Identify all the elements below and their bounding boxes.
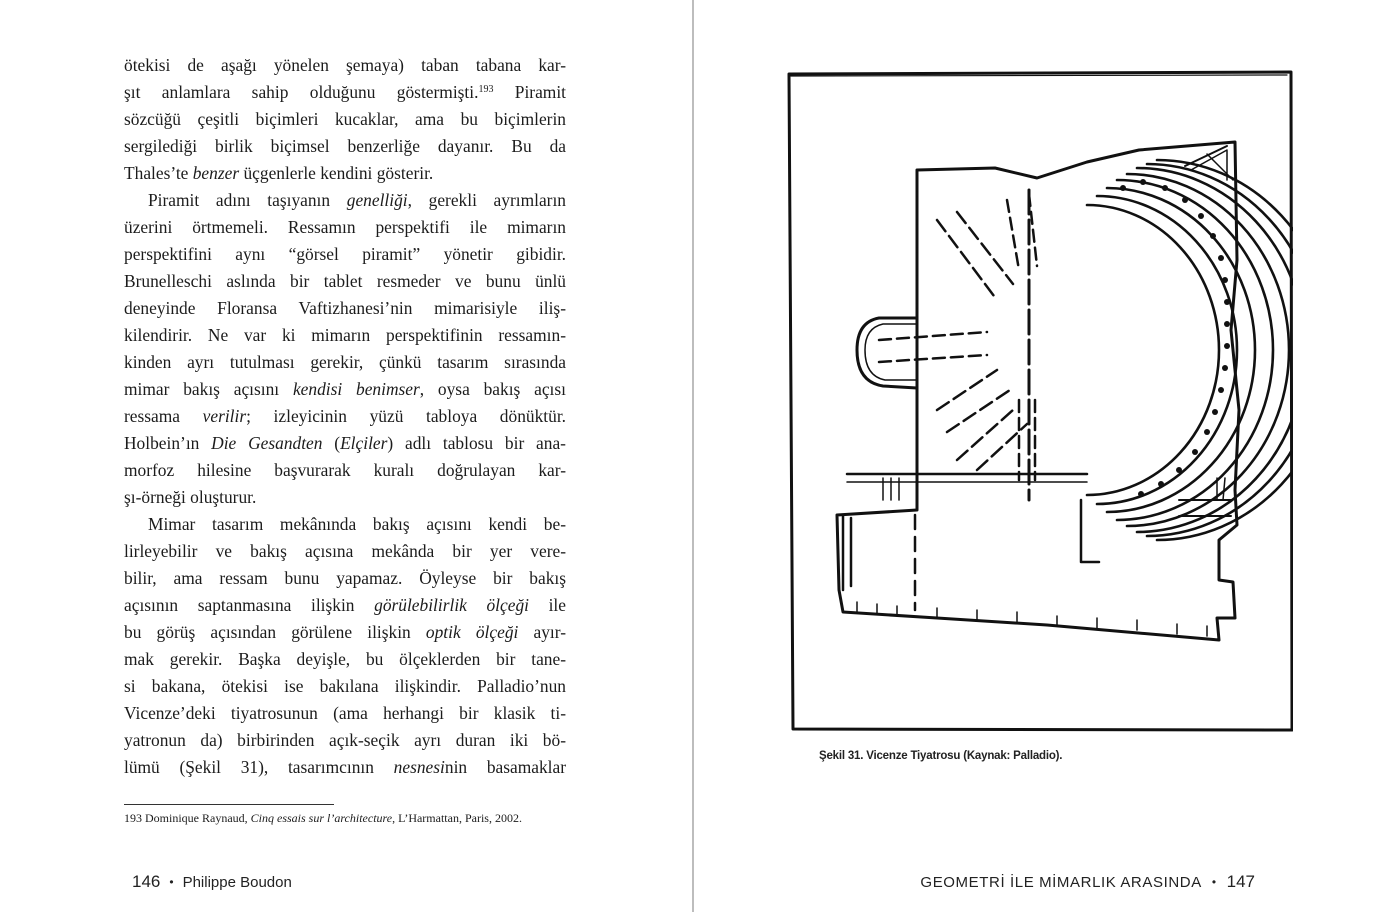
body-text [124,52,566,781]
text-line: deneyinde Floransa Vaftizhanesi’nin mimarisiyle iliş- [124,298,566,318]
text-line: kilendirir. Ne var ki mimarın perspektifinin ressamın- [124,325,566,345]
text-line: açısının saptanmasına ilişkin görülebilirlik ölçeği ile [124,595,566,615]
left-folio [132,872,292,892]
text-line: Piramit adını taşıyanın genelliği, gerekli ayrımların [148,190,566,210]
text-line: mimar bakış açısını kendisi benimser, oysa bakış açısı [124,379,566,399]
footnote-reference: 193 [478,84,494,95]
text-line: morfoz hilesine başvurarak kuralı doğrulayan kar- [124,460,566,480]
text-line: şıt anlamlara sahip olduğunu göstermişti.$^{193}$ Piramit [124,82,566,102]
italic-phrase: Cinq essais sur l’architecture [250,811,393,825]
text-line: sözcüğü çeşitli biçimleri kucaklar, ama bu biçimlerin [124,109,566,129]
text-line: lirleyebilir ve bakış açısına mekânda bir yer vere- [124,541,566,561]
italic-phrase: kendisi benimser [292,379,420,399]
italic-phrase: nesnesi [393,757,445,777]
page-number-right: 147 [1226,872,1255,891]
text-line: lümü (Şekil 31), tasarımcının nesnesinin basamaklar [124,757,567,777]
right-folio [920,872,1255,892]
text-line: Holbein’ın Die Gesandten (Elçiler) adlı tablosu bir ana- [124,433,566,453]
theatre-plan-figure [787,70,1293,732]
italic-phrase: verilir [202,406,247,426]
text-line: Mimar tasarım mekânında bakış açısını kendi be- [148,514,566,534]
text-line: sergilediği birlik biçimsel benzerliğe dayanır. Bu da [124,136,566,156]
italic-phrase: Elçiler [340,433,388,453]
italic-phrase: optik ölçeği [425,622,519,642]
page-number-left: 146 [132,872,161,891]
text-line: şı-örneği oluşturur. [124,487,257,507]
italic-phrase: Die Gesandten [211,433,323,453]
footnote: 193 Dominique Raynaud, Cinq essais sur l’architecture, L’Harmattan, Paris, 2002. [124,811,522,825]
italic-phrase: benzer [192,163,240,183]
text-line: ressama verilir; izleyicinin yüzü tabloya dönüktür. [124,406,566,426]
text-line: ötekisi de aşağı yönelen şemaya) taban tabana kar- [124,55,566,75]
text-line: si bakana, ötekisi ise bakılana ilişkindir. Palladio’nun [124,676,566,696]
text-line: perspektifini aynı “görsel piramit” yönetir gibidir. [124,244,566,264]
text-line: kinden ayrı tutulması gerekir, çünkü tasarım sırasında [124,352,566,372]
theatre-plan-drawing [787,70,1293,732]
text-line: üzerini örtmemeli. Ressamın perspektifi ile mimarın [124,217,566,237]
text-line: bu görüş açısından görülene ilişkin optik ölçeği ayır- [124,622,566,642]
text-line: Vicenze’deki tiyatrosunun (ama herhangi bir klasik ti- [124,703,566,723]
text-line: mak gerekir. Başka deyişle, bu ölçeklerden bir tane- [124,649,566,669]
left-page [0,0,693,912]
figure-caption: Şekil 31. Vicenze Tiyatrosu (Kaynak: Palladio). [819,750,1063,762]
right-page [695,0,1390,912]
running-head-author: Philippe Boudon [182,874,292,891]
text-line: bilir, ama ressam bunu yapamaz. Öyleyse bir bakış [124,568,566,588]
text-line: Brunelleschi aslında bir tablet resmeder ve bunu ünlü [124,271,566,291]
italic-phrase: görülebilirlik ölçeği [374,595,529,615]
text-line: yatronun da) birbirinden açık-seçik ayrı duran iki bö- [124,730,566,750]
page-gutter [692,0,694,912]
footnote-rule [124,804,334,805]
running-head-title: GEOMETRİ İLE MİMARLIK ARASINDA [920,874,1202,891]
folio-bullet-right: • [1211,875,1217,889]
folio-bullet-left: • [169,875,174,889]
italic-phrase: genelliği [346,190,408,210]
text-line: Thales’te benzer üçgenlerle kendini gösterir. [124,163,434,183]
